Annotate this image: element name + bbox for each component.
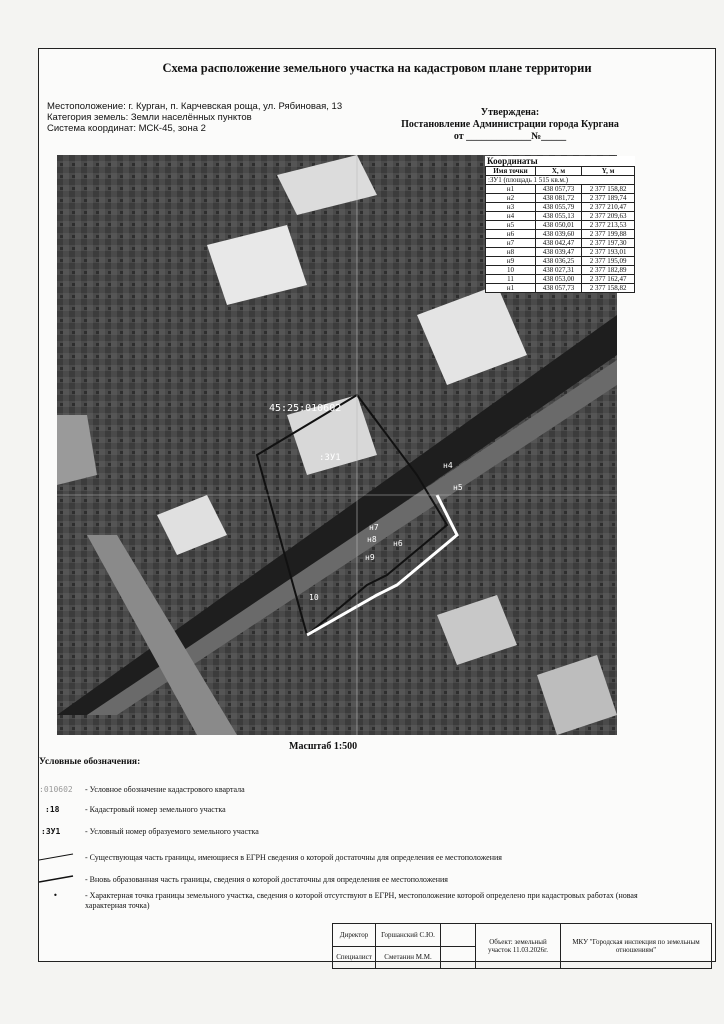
coord-x: 438 055,13 bbox=[535, 212, 581, 221]
coord-x: 438 057,73 bbox=[535, 185, 581, 194]
approval-block bbox=[385, 107, 635, 143]
object-info: Объект: земельный участок 11.03.2026г. bbox=[476, 924, 561, 969]
coord-point: н8 bbox=[486, 248, 536, 257]
coord-y: 2 377 158,82 bbox=[582, 284, 635, 293]
coord-x: 438 027,31 bbox=[535, 266, 581, 275]
coord-y: 2 377 209,63 bbox=[582, 212, 635, 221]
point-label-n5: н5 bbox=[453, 483, 463, 492]
coord-x: 438 042,47 bbox=[535, 239, 581, 248]
coord-y: 2 377 162,47 bbox=[582, 275, 635, 284]
coordinate-row bbox=[486, 266, 635, 275]
coord-point: н1 bbox=[486, 185, 536, 194]
coord-point: н1 bbox=[486, 284, 536, 293]
legend-text: - Характерная точка границы земельного участка, сведения о которой отсутствуют в ЕГРН, местоположение которой определено при кадастровых работах (новая характерная точка) bbox=[85, 891, 638, 910]
coordinate-row bbox=[486, 221, 635, 230]
legend-symbol-quarter: :010602 bbox=[39, 785, 73, 794]
coordinate-row bbox=[486, 284, 635, 293]
coord-x: 438 055,79 bbox=[535, 203, 581, 212]
legend-text: - Существующая часть границы, имеющиеся в ЕГРН сведения о которой достаточны для определения ее местоположения bbox=[85, 853, 502, 862]
coord-x: 438 036,25 bbox=[535, 257, 581, 266]
point-label-n4: н4 bbox=[443, 461, 453, 470]
legend-text: - Вновь образованная часть границы, сведения о которой достаточны для определения ее местоположения bbox=[85, 875, 448, 884]
coord-x: 438 081,72 bbox=[535, 194, 581, 203]
coordinate-row bbox=[486, 248, 635, 257]
document-title: Схема расположение земельного участка на кадастровом плане территории bbox=[162, 61, 592, 75]
coord-system-line: Система координат: МСК-45, зона 2 bbox=[47, 123, 206, 134]
coordinate-row bbox=[486, 185, 635, 194]
legend-symbol-plot: :ЗУ1 bbox=[41, 827, 61, 836]
quarter-label: 45:25:010602 bbox=[269, 403, 342, 414]
legend-title: Условные обозначения: bbox=[39, 757, 141, 767]
coord-x: 438 057,73 bbox=[535, 284, 581, 293]
coord-point: н7 bbox=[486, 239, 536, 248]
coord-point: н2 bbox=[486, 194, 536, 203]
org-name: МКУ "Городская инспекция по земельным отношениям" bbox=[561, 924, 712, 969]
coord-point: н9 bbox=[486, 257, 536, 266]
approval-heading: Утверждена: bbox=[480, 107, 540, 118]
coord-y: 2 377 182,89 bbox=[582, 266, 635, 275]
point-label-n7: н7 bbox=[369, 523, 379, 532]
document-sheet bbox=[38, 48, 716, 962]
coord-y: 2 377 213,53 bbox=[582, 221, 635, 230]
category-line: Категория земель: Земли населённых пунктов bbox=[47, 112, 252, 123]
coord-y: 2 377 195,09 bbox=[582, 257, 635, 266]
coordinate-row bbox=[486, 230, 635, 239]
coordinates-body bbox=[486, 185, 635, 293]
coord-point: н4 bbox=[486, 212, 536, 221]
coord-x: 438 039,47 bbox=[535, 248, 581, 257]
legend-symbol-new-line bbox=[39, 875, 79, 886]
point-label-n9: н9 bbox=[365, 553, 375, 562]
coordinates-table bbox=[485, 156, 635, 293]
coordinate-row bbox=[486, 275, 635, 284]
col-point-name: Имя точки bbox=[486, 167, 536, 176]
specialist-name: Сметанин М.М. bbox=[376, 946, 441, 969]
coord-y: 2 377 199,88 bbox=[582, 230, 635, 239]
coord-y: 2 377 193,01 bbox=[582, 248, 635, 257]
coordinate-row bbox=[486, 203, 635, 212]
coord-point: 11 bbox=[486, 275, 536, 284]
coord-y: 2 377 158,82 bbox=[582, 185, 635, 194]
coordinates-heading: Координаты bbox=[487, 156, 538, 166]
plot-label: :ЗУ1 bbox=[319, 453, 341, 463]
col-x: X, м bbox=[535, 167, 581, 176]
legend-symbol-parcel: :18 bbox=[45, 805, 60, 814]
point-label-n6: н6 bbox=[393, 539, 403, 548]
coordinate-row bbox=[486, 239, 635, 248]
director-role: Директор bbox=[333, 924, 376, 947]
director-name: Горшанский С.Ю. bbox=[376, 924, 441, 947]
coord-x: 438 039,60 bbox=[535, 230, 581, 239]
legend-text: - Условное обозначение кадастрового квартала bbox=[85, 785, 245, 794]
coord-y: 2 377 197,30 bbox=[582, 239, 635, 248]
location-info bbox=[47, 101, 342, 134]
coord-y: 2 377 210,47 bbox=[582, 203, 635, 212]
coord-point: н3 bbox=[486, 203, 536, 212]
legend-text: - Условный номер образуемого земельного участка bbox=[85, 827, 259, 836]
coord-x: 438 050,01 bbox=[535, 221, 581, 230]
coord-point: н6 bbox=[486, 230, 536, 239]
coord-x: 438 053,00 bbox=[535, 275, 581, 284]
approval-date-line: от _____________№_____ bbox=[453, 131, 567, 142]
coordinate-row bbox=[486, 257, 635, 266]
address-line: Местоположение: г. Курган, п. Карчевская роща, ул. Рябиновая, 13 bbox=[47, 101, 343, 112]
point-label-10: 10 bbox=[309, 593, 319, 602]
approval-body: Постановление Администрации города Кургана bbox=[401, 119, 619, 130]
legend-text: - Кадастровый номер земельного участка bbox=[85, 805, 226, 814]
plot-area-row: :ЗУ1 (площадь 1 515 кв.м.) bbox=[486, 176, 635, 185]
coord-point: н5 bbox=[486, 221, 536, 230]
map-scale: Масштаб 1:500 bbox=[289, 741, 358, 752]
col-y: Y, м bbox=[582, 167, 635, 176]
specialist-role: Специалист bbox=[333, 946, 376, 969]
coord-y: 2 377 189,74 bbox=[582, 194, 635, 203]
point-label-n8: н8 bbox=[367, 535, 377, 544]
coord-point: 10 bbox=[486, 266, 536, 275]
title-block bbox=[332, 923, 712, 969]
coordinate-row bbox=[486, 194, 635, 203]
legend-symbol-point: • bbox=[53, 891, 58, 900]
legend-symbol-existing-line bbox=[39, 853, 79, 864]
coordinate-row bbox=[486, 212, 635, 221]
